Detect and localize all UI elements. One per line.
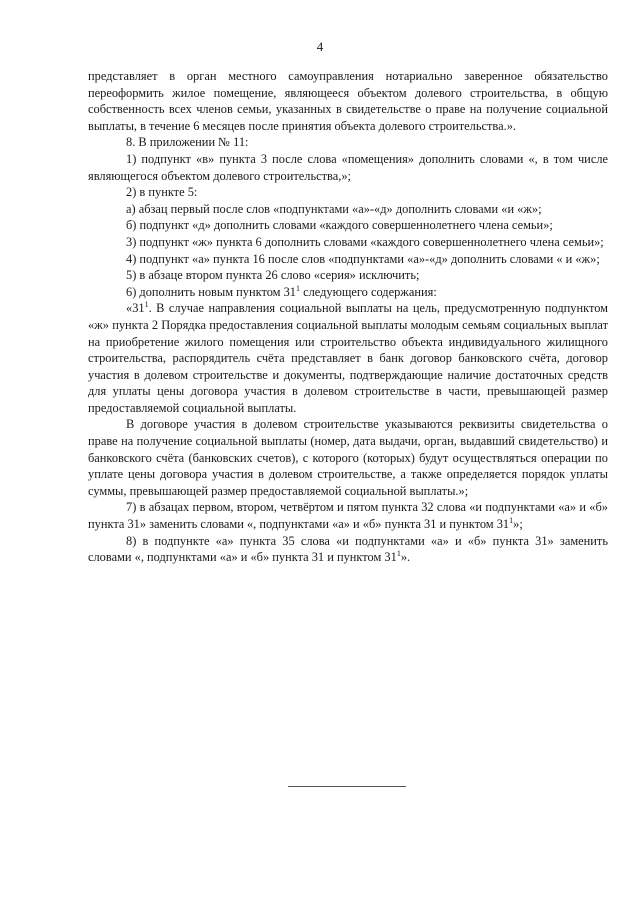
- paragraph-subitem-8: 8) в подпункте «а» пункта 35 слова «и подпунктами «а» и «б» пункта 31» заменить словами «, подпунктами «а» и «б» пункта 31 и пунктом $31^1$».: [88, 533, 608, 565]
- page-number: 4: [316, 39, 324, 54]
- paragraph-subitem-5: 5) в абзаце втором пункта 26 слово «серия» исключить;: [126, 268, 420, 283]
- paragraph-subitem-2: 2) в пункте 5:: [126, 185, 198, 200]
- document-body: [88, 68, 608, 566]
- end-separator-line: [288, 786, 406, 787]
- paragraph-subitem-4: 4) подпункт «а» пункта 16 после слов «подпунктами «а»-«д» дополнить словами « и «ж»;: [126, 251, 600, 266]
- paragraph-subitem-1: 1) подпункт «в» пункта 3 после слова «помещения» дополнить словами «, в том числе являющегося объектом долевого строительства,»;: [88, 151, 608, 183]
- paragraph-continuation: представляет в орган местного самоуправления нотариально заверенное обязательство переоформить жилое помещение, являющееся объектом долевого строительства, в общую собственность всех членов семьи, указанных в свидетельстве о праве на получение социальной выплаты, в течение 6 месяцев после принятия объекта долевого строительства.».: [88, 69, 608, 133]
- paragraph-item-8: 8. В приложении № 11:: [126, 135, 249, 150]
- paragraph-subitem-2a: а) абзац первый после слов «подпунктами «а»-«д» дополнить словами «и «ж»;: [126, 201, 542, 216]
- paragraph-contract-details: В договоре участия в долевом строительстве указываются реквизиты свидетельства о праве на получение социальной выплаты (номер, дата выдачи, орган, выдавший свидетельство) и банковского счёта (банковских счетов), с которого (которых) будут осуществляться операции по уплате цены договора участия в долевом строительстве, а также определяется порядок уплаты суммы, превышающей размер предоставляемой социальной выплаты.»;: [88, 417, 608, 498]
- paragraph-subitem-7: 7) в абзацах первом, втором, четвёртом и пятом пункта 32 слова «и подпунктами «а» и «б» пункта 31» заменить словами «, подпунктами «а» и «б» пункта 31 и пунктом $31^1$»;: [88, 500, 608, 532]
- paragraph-subitem-2b: б) подпункт «д» дополнить словами «каждого совершеннолетнего члена семьи»;: [126, 218, 553, 233]
- paragraph-subitem-6: 6) дополнить новым пунктом $31^1$ следующего содержания:: [126, 283, 437, 299]
- paragraph-subitem-3: 3) подпункт «ж» пункта 6 дополнить словами «каждого совершеннолетнего члена семьи»;: [126, 234, 604, 249]
- paragraph-new-point-31-1: «$31^1$. В случае направления социальной выплаты на цель, предусмотренную подпунктом «ж» пункта 2 Порядка предоставления социальной выплаты молодым семьям социальных выплат на приобретение жилого помещения или строительство объекта индивидуального жилищного строительства, распорядитель счёта представляет в банк договор банковского счёта, договор участия в долевом строительстве и документы, подтверждающие наличие достаточных средств для уплаты цены договора участия в долевом строительстве в части, превышающей размер предоставляемой социальной выплаты.: [88, 300, 608, 415]
